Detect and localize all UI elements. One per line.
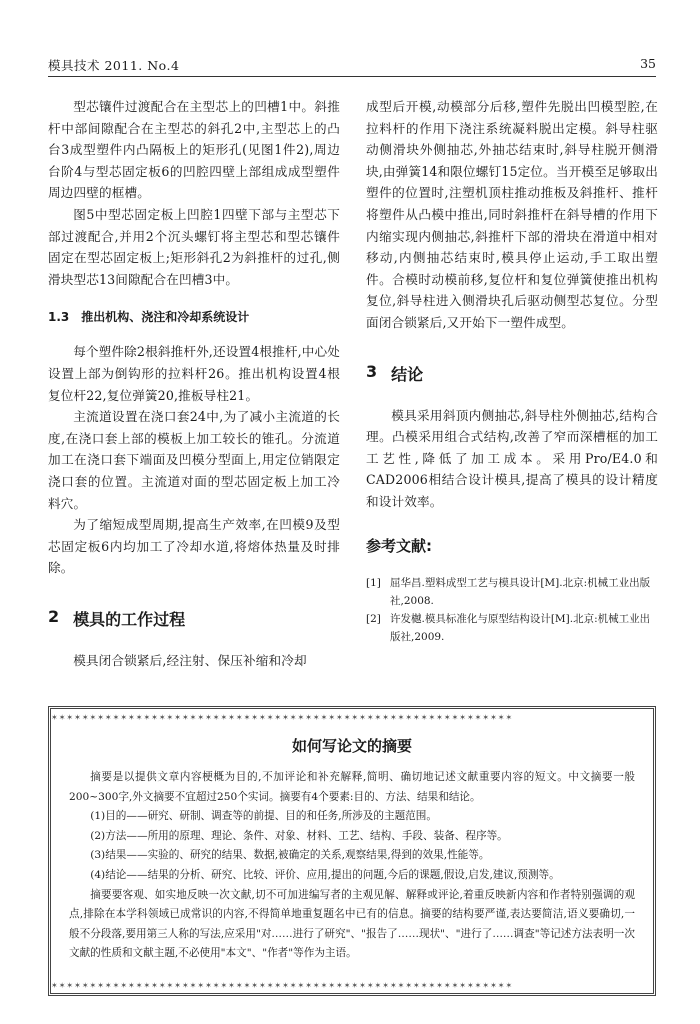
section-number: 3 xyxy=(366,361,378,381)
reference-number: [2] xyxy=(366,612,381,625)
reference-text: 屈华昌.塑料成型工艺与模具设计[M].北京:机械工业出版社,2008. xyxy=(390,576,651,607)
decorative-border-top: ✶✶✶✶✶✶✶✶✶✶✶✶✶✶✶✶✶✶✶✶✶✶✶✶✶✶✶✶✶✶✶✶✶✶✶✶✶✶✶✶✶✶✶✶✶✶✶✶✶✶✶✶✶✶✶✶✶✶✶✶ xyxy=(51,713,514,722)
page-number: 35 xyxy=(640,56,656,71)
box-list-item: (1)目的——研究、研制、调查等的前提、目的和任务,所涉及的主题范围。 xyxy=(90,810,437,823)
paragraph: 型芯镶件过渡配合在主型芯上的凹槽1中。斜推杆中部间隙配合在主型芯的斜孔2中,主型芯上的凸台3成型塑件内凸隔板上的矩形孔(见图1件2),周边台阶4与型芯固定板6的凹腔四壁上部组成成型塑件周边四壁的框槽。 xyxy=(48,99,340,201)
subsection-heading: 1.3 推出机构、浇注和冷却系统设计 xyxy=(48,310,250,325)
paragraph: 主流道设置在浇口套24中,为了减小主流道的长度,在浇口套上部的模板上加工较长的锥孔。分流道加工在浇口套下端面及凹模分型面上,用定位销限定浇口套的位置。主流道对面的型芯固定板上加工冷料穴。 xyxy=(48,409,340,511)
section-title: 结论 xyxy=(391,364,424,384)
left-column xyxy=(48,96,340,671)
reference-number: [1] xyxy=(366,576,381,589)
running-header xyxy=(48,56,656,77)
section-heading xyxy=(366,362,658,385)
paragraph: 模具采用斜顶内侧抽芯,斜导柱外侧抽芯,结构合理。凸模采用组合式结构,改善了窄而深槽框的加工工艺性,降低了加工成本。采用Pro/E4.0和CAD2006相结合设计模具,提高了模具的设计精度和设计效率。 xyxy=(366,407,658,509)
reference-text: 许发樾.模具标准化与原型结构设计[M].北京:机械工业出版社,2009. xyxy=(390,612,651,643)
info-box xyxy=(48,706,656,996)
journal-name: 模具技术 2011. No.4 xyxy=(48,58,180,73)
box-paragraph: 摘要是以提供文章内容梗概为目的,不加评论和补充解释,简明、确切地记述文献重要内容的短文。中文摘要一般200~300字,外文摘要不宜超过250个实词。摘要有4个要素:目的、方法、结果和结论。 xyxy=(69,771,635,803)
decorative-border-bottom: ✶✶✶✶✶✶✶✶✶✶✶✶✶✶✶✶✶✶✶✶✶✶✶✶✶✶✶✶✶✶✶✶✶✶✶✶✶✶✶✶✶✶✶✶✶✶✶✶✶✶✶✶✶✶✶✶✶✶✶✶ xyxy=(51,981,514,990)
box-list-item: (4)结论——结果的分析、研究、比较、评价、应用,提出的问题,今后的课题,假设,启发,建议,预测等。 xyxy=(90,868,560,881)
paragraph: 每个塑件除2根斜推杆外,还设置4根推杆,中心处设置上部为倒钩形的拉料杆26。推出机构设置4根复位杆22,复位弹簧20,推板导柱21。 xyxy=(48,344,340,403)
paragraph: 图5中型芯固定板上凹腔1四壁下部与主型芯下部过渡配合,并用2个沉头螺钉将主型芯和型芯镶件固定在型芯固定板上;矩形斜孔2为斜推杆的过孔,侧滑块型芯13间隙配合在凹槽3中。 xyxy=(48,206,340,287)
box-list-item: (2)方法——所用的原理、理论、条件、对象、材料、工艺、结构、手段、装备、程序等。 xyxy=(90,829,508,842)
box-title: 如何写论文的摘要 xyxy=(291,737,412,755)
reference-item xyxy=(366,610,658,646)
paragraph: 成型后开模,动模部分后移,塑件先脱出凹模型腔,在拉料杆的作用下浇注系统凝料脱出定模。斜导柱驱动侧滑块外侧抽芯,外抽芯结束时,斜导柱脱开侧滑块,由弹簧14和限位螺钉15定位。当开模至足够取出塑件的位置时,注塑机顶柱推动推板及斜推杆、推杆将塑件从凸模中推出,同时斜推杆在斜导槽的作用下内缩实现内侧抽芯,斜推杆下部的滑块在滑道中相对移动,内侧抽芯结束时,模具停止运动,手工取出塑件。合模时动模前移,复位杆和复位弹簧使推出机构复位,斜导柱进入侧滑块孔后驱动侧型芯复位。分型面闭合锁紧后,又开始下一塑件成型。 xyxy=(366,99,658,330)
paragraph: 模具闭合锁紧后,经注射、保压补缩和冷却 xyxy=(73,652,307,668)
box-paragraph: 摘要要客观、如实地反映一次文献,切不可加进编写者的主观见解、解释或评论,着重反映新内容和作者特别强调的观点,排除在本学科领域已成常识的内容,不得简单地重复题名中已有的信息。摘要的结构要严谨,表达要简洁,语义要确切,一般不分段落,要用第三人称的写法,应采用"对……进行了研究"、"报告了……现状"、"进行了……调查"等记述方法表明一次文献的性质和文献主题,不必使用"本文"、"作者"等作为主语。 xyxy=(69,888,635,960)
section-heading xyxy=(48,607,340,630)
box-list-item: (3)结果——实验的、研究的结果、数据,被确定的关系,观察结果,得到的效果,性能等。 xyxy=(90,849,490,862)
section-title: 模具的工作过程 xyxy=(73,609,186,629)
reference-item xyxy=(366,574,658,610)
section-number: 2 xyxy=(48,606,60,626)
right-column xyxy=(366,96,658,646)
paragraph: 为了缩短成型周期,提高生产效率,在凹模9及型芯固定板6内均加工了冷却水道,将熔体热量及时排除。 xyxy=(48,517,340,576)
references-heading: 参考文献: xyxy=(366,536,432,555)
